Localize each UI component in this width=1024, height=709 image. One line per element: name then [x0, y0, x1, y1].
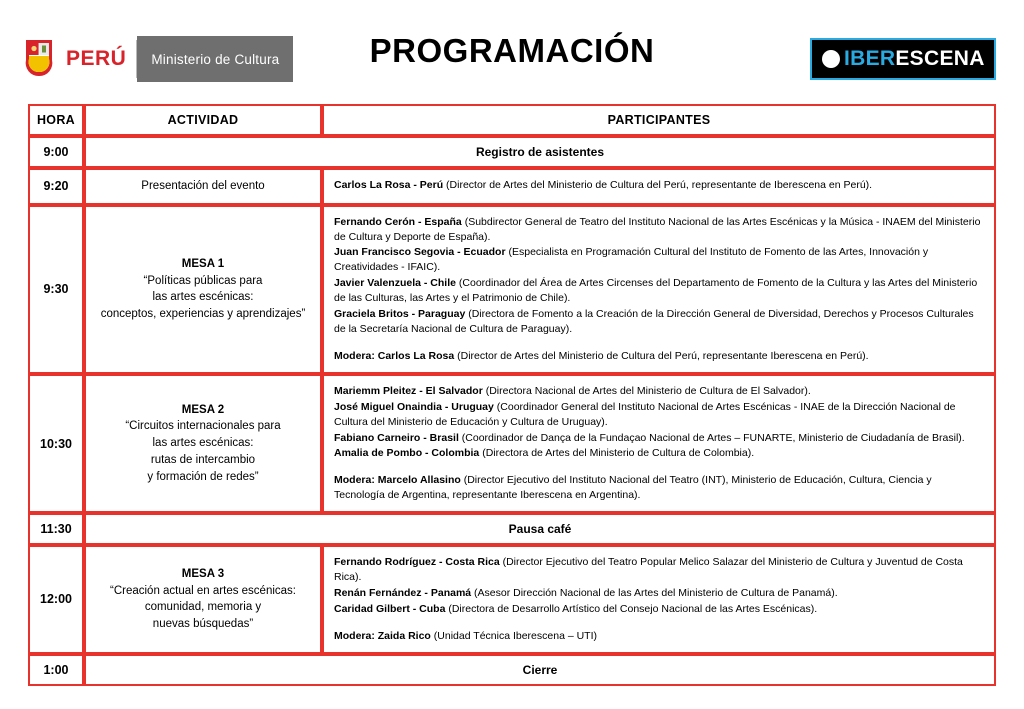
schedule-table: [28, 104, 996, 686]
participant-name: Amalia de Pombo - Colombia: [334, 447, 480, 460]
table-row: [28, 545, 996, 654]
participant-entry: [334, 245, 984, 275]
participant-entry: [334, 431, 984, 446]
participant-entry: [334, 586, 984, 601]
participant-entry: [334, 215, 984, 245]
schedule-table-wrapper: [28, 104, 996, 686]
participant-name: Fernando Rodríguez - Costa Rica: [334, 556, 500, 569]
iberescena-word-first: IBER: [844, 47, 896, 70]
table-row: [28, 136, 996, 168]
cell-hora: 1:00: [28, 654, 84, 686]
actividad-line: las artes escénicas:: [152, 291, 254, 304]
participant-name: Caridad Gilbert - Cuba: [334, 602, 446, 615]
cell-actividad: [84, 205, 322, 374]
moderator-detail: (Unidad Técnica Iberescena – UTI): [430, 629, 597, 642]
participant-detail: (Director Ejecutivo del Teatro Popular Melico Salazar del Ministerio de Cultura y Juventud de Costa Rica).: [334, 556, 963, 584]
ministry-label: Ministerio de Cultura: [137, 36, 293, 82]
column-header-actividad: ACTIVIDAD: [84, 104, 322, 136]
participant-detail: (Subdirector General de Teatro del Instituto Nacional de las Artes Escénicas y la Música - INAEM del Ministerio de Cultura y Deporte de España).: [334, 215, 981, 243]
actividad-line: “Políticas públicas para: [143, 274, 263, 287]
participant-detail: (Directora Nacional de Artes del Ministerio de Cultura de El Salvador).: [482, 384, 811, 397]
participant-name: Javier Valenzuela - Chile: [334, 277, 456, 290]
iberescena-word-second: ESCENA: [895, 47, 985, 70]
actividad-line: conceptos, experiencias y aprendizajes”: [100, 307, 306, 320]
actividad-title: MESA 2: [181, 403, 225, 416]
cell-actividad: [84, 545, 322, 654]
actividad-line: nuevas búsquedas”: [152, 618, 254, 631]
participant-name: Graciela Britos - Paraguay: [334, 308, 466, 321]
moderator-entry: [334, 473, 984, 503]
cell-participantes: [322, 168, 996, 205]
cell-hora: 9:20: [28, 168, 84, 205]
moderator-name: Modera: Carlos La Rosa: [334, 349, 455, 362]
column-header-participantes: PARTICIPANTES: [322, 104, 996, 136]
moderator-entry: [334, 629, 984, 644]
participant-entry: [334, 602, 984, 617]
participant-entry: [334, 400, 984, 430]
iberescena-dot-icon: [822, 50, 840, 68]
participant-entry: [334, 276, 984, 306]
moderator-detail: (Director de Artes del Ministerio de Cultura del Perú, representante Iberescena en Perú).: [454, 349, 869, 362]
participant-detail: (Especialista en Programación Cultural del Instituto de Fomento de las Artes, Innovación y Creatividades - IFAIC).: [334, 246, 929, 274]
participant-entry: [334, 555, 984, 585]
participant-detail: (Directora de Fomento a la Creación de la Dirección General de Diversidad, Derechos y Procesos Culturales de la Secretaría Nacional de Cultura de Paraguay).: [334, 308, 974, 336]
participant-detail: (Directora de Artes del Ministerio de Cultura de Colombia).: [479, 447, 755, 460]
actividad-line: comunidad, memoria y: [144, 601, 262, 614]
cell-hora: 9:30: [28, 205, 84, 374]
cell-actividad: Presentación del evento: [84, 168, 322, 205]
actividad-line: y formación de redes”: [147, 470, 259, 483]
table-header-row: [28, 104, 996, 136]
cell-hora: 11:30: [28, 513, 84, 545]
actividad-line: rutas de intercambio: [150, 453, 256, 466]
table-row: [28, 374, 996, 513]
moderator-name: Modera: Zaida Rico: [334, 629, 431, 642]
participant-name: Fernando Cerón - España: [334, 215, 462, 228]
moderator-name: Modera: Marcelo Allasino: [334, 474, 461, 487]
page-header: [0, 0, 1024, 98]
actividad-line: “Circuitos internacionales para: [125, 420, 281, 433]
actividad-line: “Creación actual en artes escénicas:: [109, 584, 296, 597]
participant-name: Carlos La Rosa - Perú: [334, 179, 444, 192]
participant-name: Renán Fernández - Panamá: [334, 586, 472, 599]
moderator-entry: [334, 349, 984, 364]
peru-wordmark: PERÚ: [66, 47, 127, 70]
iberescena-wordmark: [844, 47, 985, 71]
table-row: [28, 513, 996, 545]
participant-detail: (Coordinador General del Instituto Nacional de Artes Escénicas - INAE de la Dirección Nacional de Cultura del Ministerio de Educación y Cultura de Uruguay).: [334, 400, 956, 428]
participant-detail: (Coordinador de Dança de la Fundaçao Nacional de Artes – FUNARTE, Ministerio de Ciudadanía de Brasil).: [458, 431, 965, 444]
table-body: [28, 136, 996, 686]
cell-full-span: Pausa café: [84, 513, 996, 545]
table-row: [28, 205, 996, 374]
participant-entry: [334, 384, 984, 399]
page-title: PROGRAMACIÓN: [369, 32, 655, 69]
table-row: [28, 654, 996, 686]
moderator-detail: (Director Ejecutivo del Instituto Nacional del Teatro (INT), Ministerio de Educación, Cultura, Ciencia y Tecnología de Argentina, representante Iberescena en Argentina).: [334, 474, 932, 502]
column-header-hora: HORA: [28, 104, 84, 136]
iberescena-logo: [810, 38, 996, 80]
cell-actividad: [84, 374, 322, 513]
participant-detail: (Coordinador del Área de Artes Circenses del Departamento de Fomento de la Cultura y las Artes del Ministerio de las Culturas, las Artes y el Patrimonio de Chile).: [334, 277, 978, 305]
participant-name: Fabiano Carneiro - Brasil: [334, 431, 459, 444]
actividad-line: las artes escénicas:: [152, 437, 254, 450]
table-row: [28, 168, 996, 205]
cell-hora: 9:00: [28, 136, 84, 168]
cell-full-span: Cierre: [84, 654, 996, 686]
cell-participantes: [322, 545, 996, 654]
cell-hora: 10:30: [28, 374, 84, 513]
participant-detail: (Asesor Dirección Nacional de las Artes del Ministerio de Cultura de Panamá).: [471, 586, 838, 599]
participant-detail: (Director de Artes del Ministerio de Cultura del Perú, representante de Iberescena en Perú).: [443, 179, 873, 192]
cell-hora: 12:00: [28, 545, 84, 654]
cell-participantes: [322, 374, 996, 513]
participant-name: Juan Francisco Segovia - Ecuador: [334, 246, 506, 259]
participant-detail: (Directora de Desarrollo Artístico del Consejo Nacional de las Artes Escénicas).: [445, 602, 818, 615]
cell-full-span: Registro de asistentes: [84, 136, 996, 168]
participant-entry: [334, 307, 984, 337]
cell-participantes: [322, 205, 996, 374]
participant-entry: [334, 446, 984, 461]
participant-name: Mariemm Pleitez - El Salvador: [334, 384, 483, 397]
participant-name: José Miguel Onaindia - Uruguay: [334, 400, 494, 413]
participant-entry: [334, 178, 984, 193]
actividad-title: MESA 1: [181, 257, 225, 270]
actividad-title: MESA 3: [181, 568, 225, 581]
